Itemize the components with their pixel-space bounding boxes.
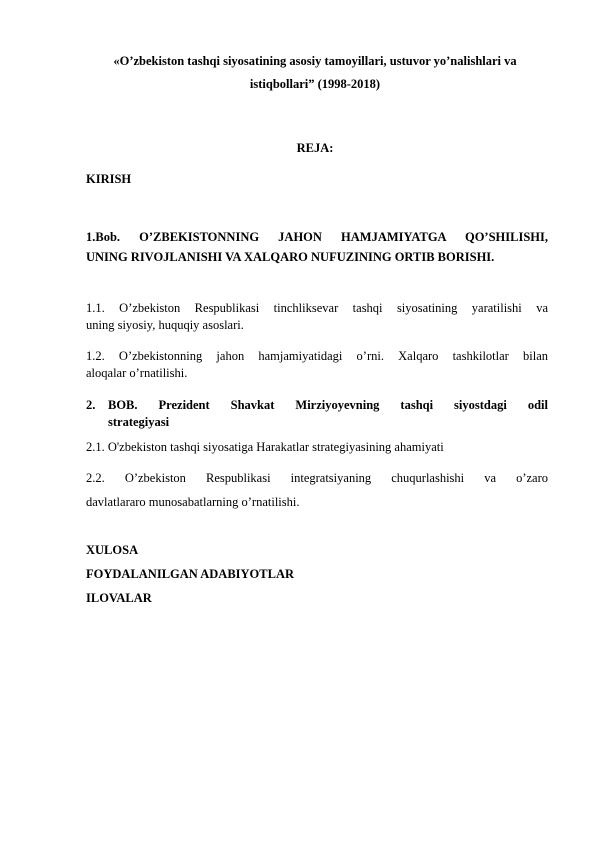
chapter-1-line-2: UNING RIVOJLANISHI VA XALQARO NUFUZINING ORTIB BORISHI. xyxy=(86,250,495,264)
document-title xyxy=(80,50,550,96)
section-1-1-line-2: uning siyosiy, huquqiy asoslari. xyxy=(86,318,244,332)
conclusion-heading: XULOSA xyxy=(86,543,139,557)
chapter-1-heading xyxy=(86,227,548,267)
chapter-1-line-1: 1.Bob. O’ZBEKISTONNING JAHON HAMJAMIYATGA QO’SHILISHI, xyxy=(86,230,548,244)
section-1-2 xyxy=(86,348,548,382)
section-1-1 xyxy=(86,300,548,334)
chapter-2-line-2: strategiyasi xyxy=(108,415,170,429)
section-1-2-line-1: 1.2. O’zbekistonning jahon hamjamiyatidagi o’rni. Xalqaro tashkilotlar bilan xyxy=(86,349,548,363)
section-2-2-line-2: davlatlararo munosabatlarning o’rnatilishi. xyxy=(86,495,300,509)
chapter-2-heading xyxy=(86,397,548,433)
intro-heading: KIRISH xyxy=(86,172,132,186)
title-line-2: istiqbollari” (1998-2018) xyxy=(249,77,381,91)
section-2-2-line-1: 2.2. O’zbekiston Respublikasi integratsiyaning chuqurlashishi va o’zaro xyxy=(86,471,548,485)
section-1-2-line-2: aloqalar o’rnatilishi. xyxy=(86,366,188,380)
chapter-2-number: 2. xyxy=(86,398,96,412)
appendices-heading: ILOVALAR xyxy=(86,591,152,605)
chapter-2-line-1: BOB. Prezident Shavkat Mirziyoyevning tashqi siyostdagi odil xyxy=(108,398,548,412)
section-2-1: 2.1. O'zbekiston tashqi siyosatiga Harakatlar strategiyasining ahamiyati xyxy=(86,440,444,454)
plan-heading: REJA: xyxy=(296,141,334,155)
section-1-1-line-1: 1.1. O’zbekiston Respublikasi tinchliksevar tashqi siyosatining yaratilishi va xyxy=(86,301,548,315)
references-heading: FOYDALANILGAN ADABIYOTLAR xyxy=(86,567,295,581)
section-2-2 xyxy=(86,466,548,514)
title-line-1: «O’zbekiston tashqi siyosatining asosiy tamoyillari, ustuvor yo’nalishlari va xyxy=(113,54,517,68)
